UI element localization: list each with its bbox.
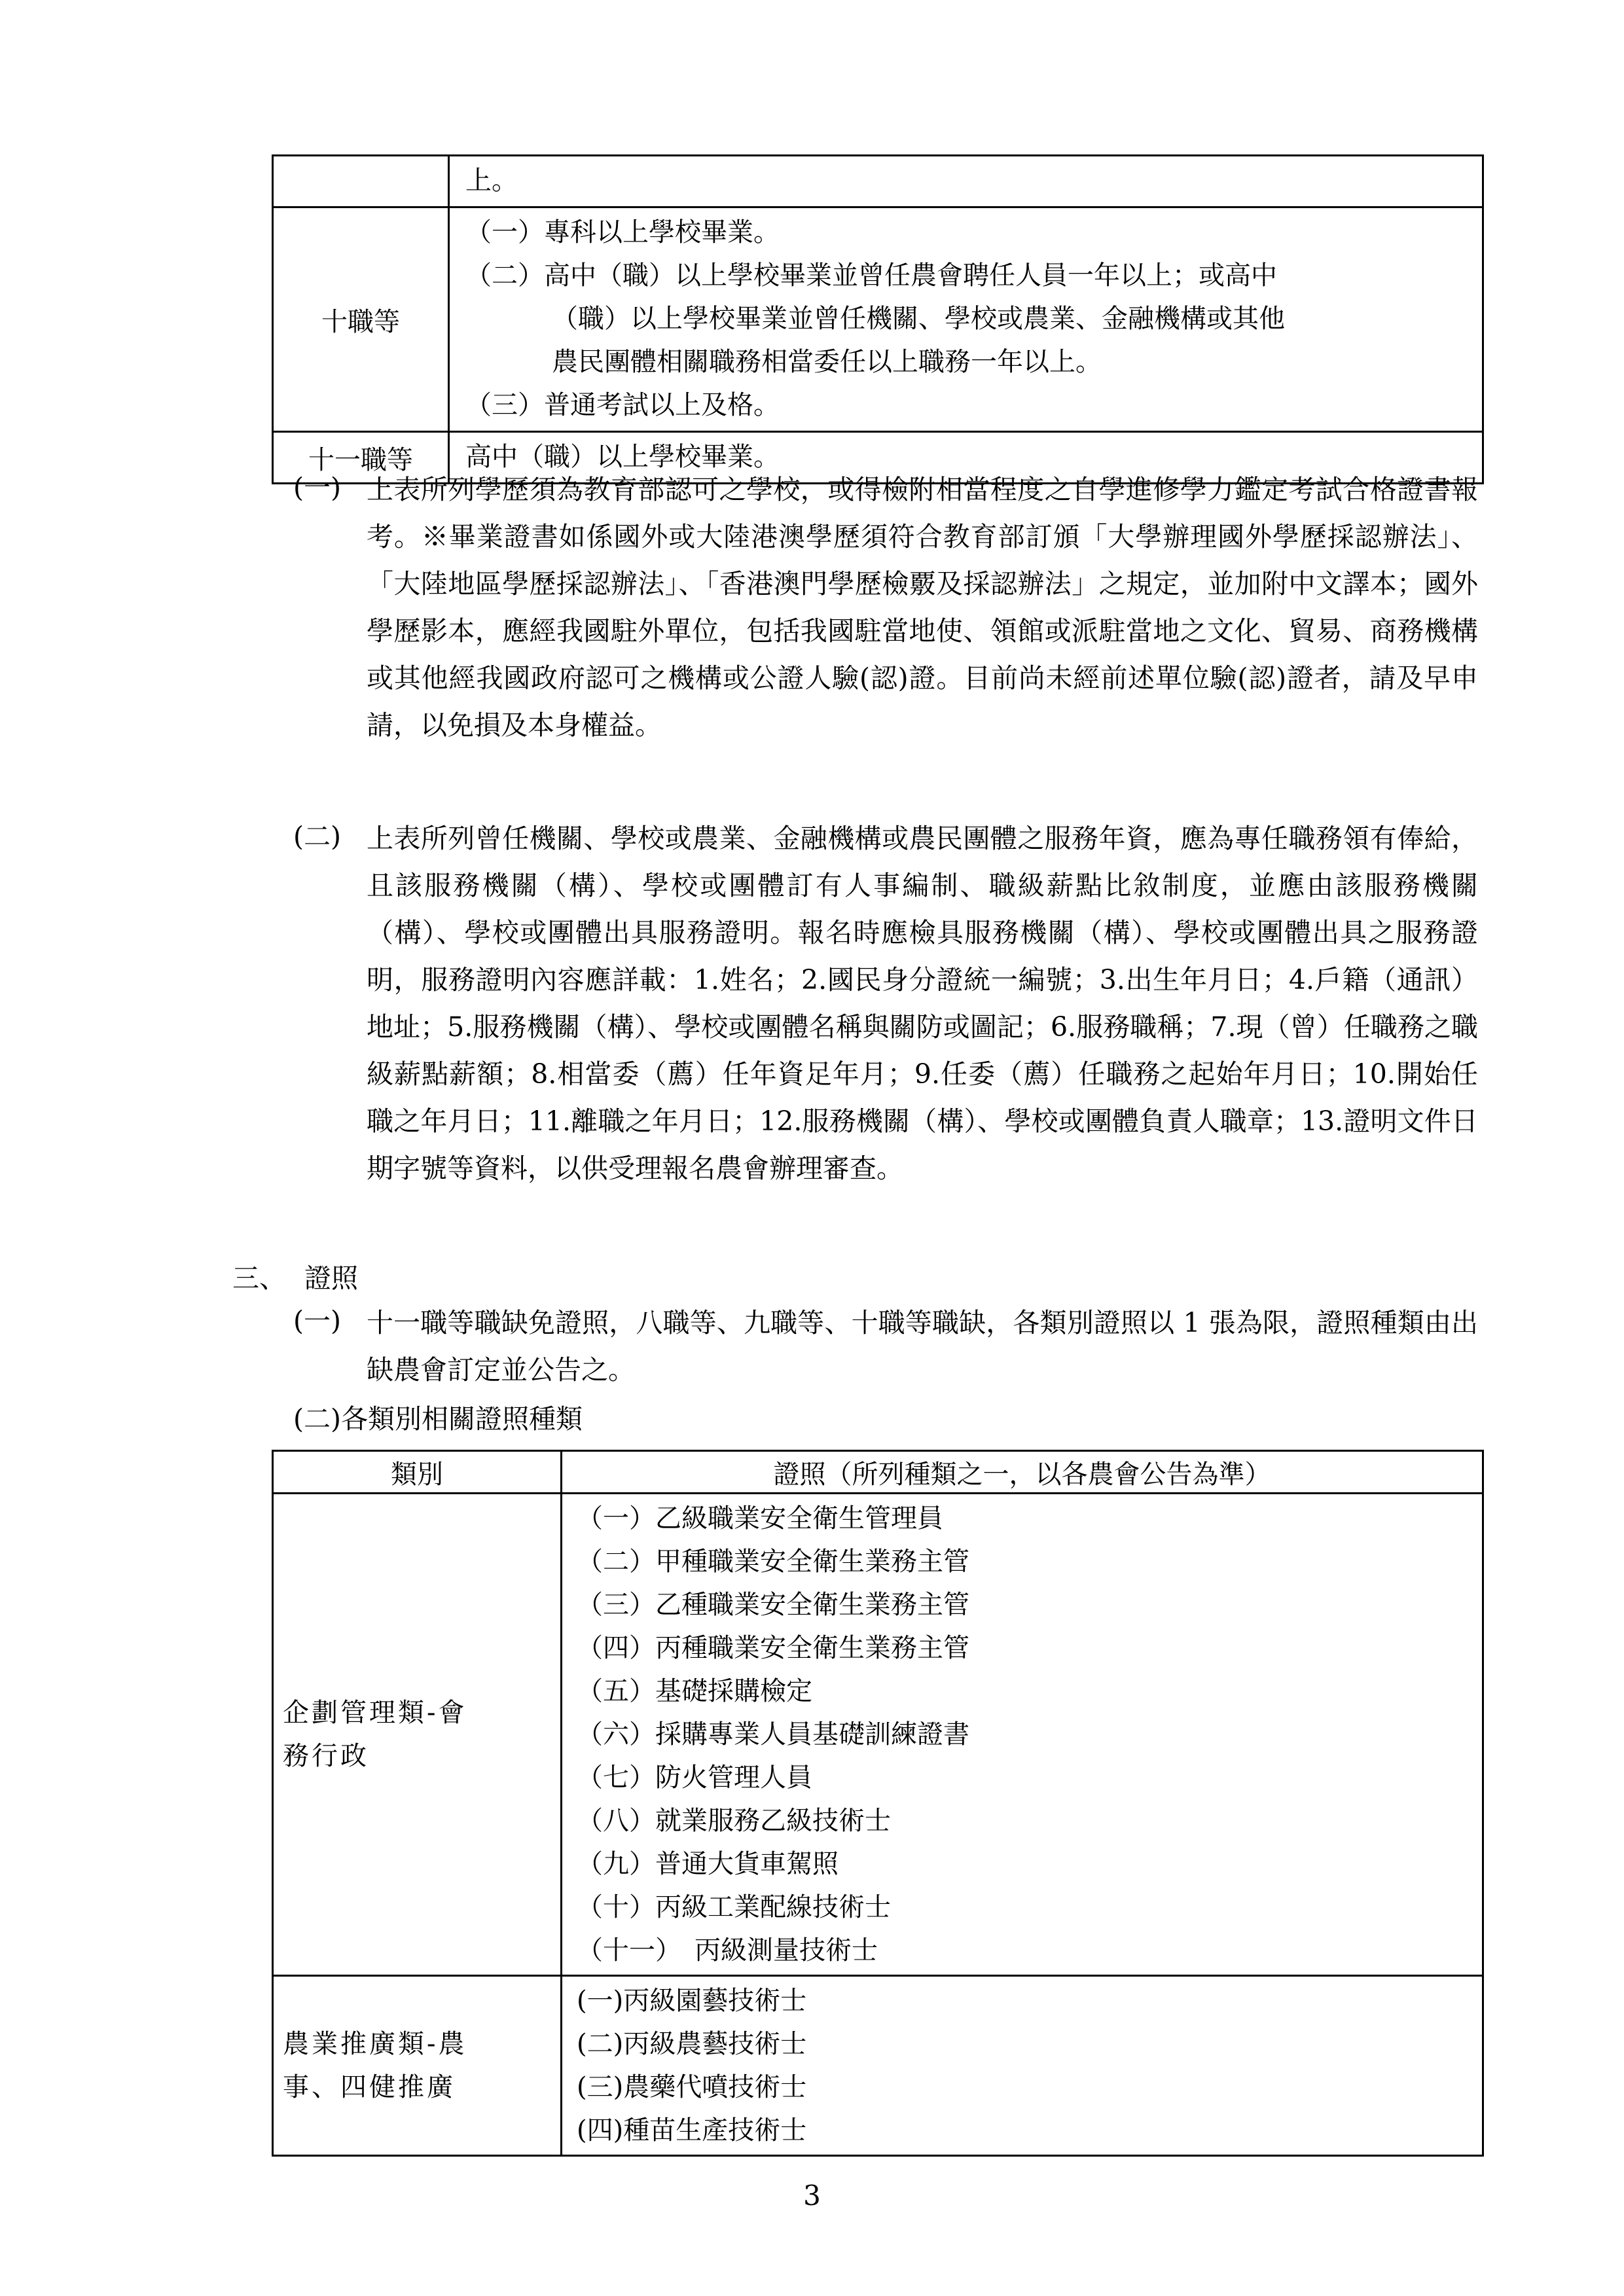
grade-cell [273,156,449,207]
column-header: 證照（所列種類之一，以各農會公告為準） [562,1451,1483,1494]
license-item: (三)農藥代噴技術士 [577,2072,807,2102]
license-item: (四)種苗生產技術士 [577,2115,807,2145]
grade-requirements-table [272,154,1484,484]
requirement-line: （一）專科以上學校畢業。 [465,217,780,247]
item-text: 各類別相關證照種類 [341,1403,583,1435]
note-number: (一) [293,472,341,503]
section-number: 三、 [232,1263,286,1294]
license-item: （三）乙種職業安全衛生業務主管 [577,1590,969,1620]
item-number: (一) [293,1305,341,1336]
license-item: （五）基礎採購檢定 [577,1676,812,1706]
grade-cell: 十職等 [273,207,449,432]
requirement-line: 上。 [465,166,518,196]
note-text: 上表所列曾任機關、學校或農業、金融機構或農民團體之服務年資，應為專任職務領有俸給，且該服務機關（構）、學校或團體訂有人事編制、職級薪點比敘制度，並應由該服務機關（構）、學校或團體出具服務證明。報名時應檢具服務機關（構）、學校或團體出具之服務證明，服務證明內容應詳載：1.姓名；2.國民身分證統一編號；3.出生年月日；4.戶籍（通訊）地址；5.服務機關（構）、學校或團體名稱與關防或圖記；6.服務職稱；7.現（曾）任職務之職級薪點薪額；8.相當委（薦）任年資足年月；9.任委（薦）任職務之起始年月日；10.開始任職之年月日；11.離職之年月日；12.服務機關（構）、學校或團體負責人職章；13.證明文件日期字號等資料，以供受理報名農會辦理審查。 [367,823,1478,1184]
license-item: （九）普通大貨車駕照 [577,1849,839,1879]
license-item: （十一） 丙級測量技術士 [577,1935,878,1965]
category-cell [273,1976,562,2156]
license-item: （四）丙種職業安全衛生業務主管 [577,1633,969,1663]
requirement-line: （二）高中（職）以上學校畢業並曾任農會聘任人員一年以上；或高中 [465,260,1277,291]
section-item [293,1299,1478,1393]
note-text: 上表所列學歷須為教育部認可之學校，或得檢附相當程度之自學進修學力鑑定考試合格證書報考。※畢業證書如係國外或大陸港澳學歷須符合教育部訂頒「大學辦理國外學歷採認辦法」、「大陸地區學歷採認辦法」、「香港澳門學歷檢覈及採認辦法」之規定，並加附中文譯本；國外學歷影本，應經我國駐外單位，包括我國駐當地使、領館或派駐當地之文化、貿易、商務機構或其他經我國政府認可之機構或公證人驗(認)證。目前尚未經前述單位驗(認)證者，請及早申請，以免損及本身權益。 [367,474,1478,741]
section-title: 證照 [304,1263,358,1294]
note-number: (二) [293,821,341,852]
category-line: 務行政 [283,1741,369,1771]
section-item [293,1397,583,1441]
category-line: 事、四健推廣 [283,2072,456,2102]
column-header: 類別 [273,1451,562,1494]
license-list-cell [562,1494,1483,1976]
category-line: 企劃管理類-會 [283,1698,467,1728]
license-item: （八）就業服務乙級技術士 [577,1806,891,1836]
requirement-line: 高中（職）以上學校畢業。 [465,442,780,472]
table-row [273,207,1483,432]
note-item [293,466,1478,749]
note-block [293,466,1478,749]
table-row [273,156,1483,207]
requirement-cell [449,207,1483,432]
note-item [293,815,1478,1192]
note-block [293,815,1478,1192]
license-item: （一）乙級職業安全衛生管理員 [577,1503,943,1534]
license-table [272,1450,1484,2157]
license-list-cell [562,1976,1483,2156]
grade-cell: 十一職等 [273,432,449,484]
category-line: 農業推廣類-農 [283,2029,467,2059]
requirement-line: 農民團體相關職務相當委任以上職務一年以上。 [552,347,1102,377]
requirement-line: （職）以上學校畢業並曾任機關、學校或農業、金融機構或其他 [552,304,1285,334]
requirement-line: （三）普通考試以上及格。 [465,390,780,420]
license-item: (二)丙級農藝技術士 [577,2029,807,2059]
page-number: 3 [803,2179,821,2212]
table-header-row [273,1451,1483,1494]
item-text: 十一職等職缺免證照，八職等、九職等、十職等職缺，各類別證照以 1 張為限，證照種類由出缺農會訂定並公告之。 [367,1307,1478,1386]
license-item: （二）甲種職業安全衛生業務主管 [577,1547,969,1577]
table-row [273,1976,1483,2156]
category-cell [273,1494,562,1976]
license-item: （六）採購專業人員基礎訓練證書 [577,1719,969,1749]
section-heading [232,1257,358,1300]
table-row [273,1494,1483,1976]
requirement-cell [449,156,1483,207]
item-number: (二) [293,1403,341,1435]
license-item: (一)丙級園藝技術士 [577,1986,807,2016]
license-item: （七）防火管理人員 [577,1763,812,1793]
license-item: （十）丙級工業配線技術士 [577,1892,891,1922]
note-item [293,1299,1478,1393]
